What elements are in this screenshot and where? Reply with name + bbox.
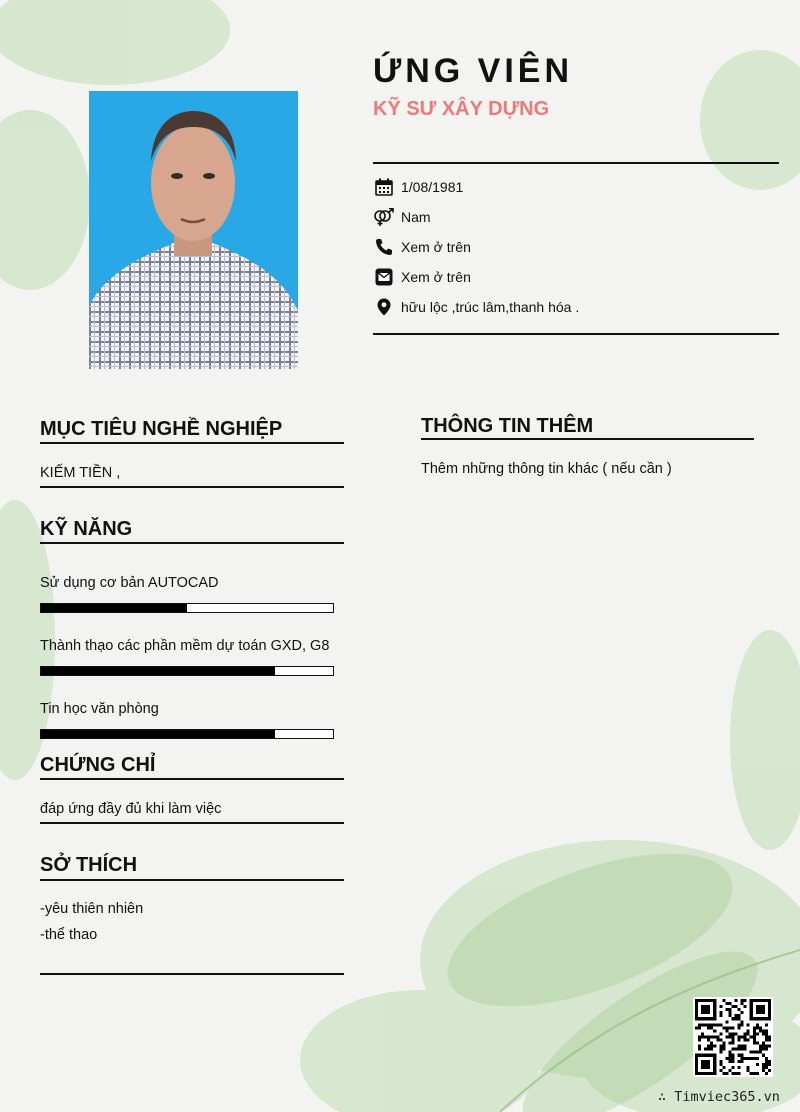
info-text: Xem ở trên	[401, 239, 471, 255]
skill-label: Thành thạo các phần mềm dự toán GXD, G8	[40, 638, 330, 654]
objective-divider-bottom	[40, 486, 344, 488]
hobbies-title: SỞ THÍCH	[40, 854, 138, 876]
skill-bar	[40, 603, 334, 613]
skills-divider	[40, 542, 344, 544]
info-text: Nam	[401, 209, 431, 225]
objective-title: MỤC TIÊU NGHỀ NGHIỆP	[40, 418, 283, 440]
skill-bar	[40, 666, 334, 676]
brand-watermark[interactable]: ∴ Timviec365.vn	[658, 1089, 780, 1105]
skill-bar-fill	[41, 667, 275, 675]
info-text: 1/08/1981	[401, 179, 464, 195]
skills-title: KỸ NĂNG	[40, 518, 133, 540]
location-pin-icon	[373, 296, 395, 318]
extra-info-title: THÔNG TIN THÊM	[421, 415, 594, 437]
skill-label: Sử dụng cơ bản AUTOCAD	[40, 575, 219, 591]
certificates-text: đáp ứng đầy đủ khi làm việc	[40, 801, 222, 817]
skill-bar-fill	[41, 730, 275, 738]
objective-text: KIẾM TIỀN ,	[40, 465, 121, 481]
skill-label: Tin học văn phòng	[40, 701, 159, 717]
hobbies-divider-bottom	[40, 973, 344, 975]
info-address	[373, 296, 579, 318]
email-icon	[373, 266, 395, 288]
info-phone	[373, 236, 471, 258]
calendar-icon	[373, 176, 395, 198]
gender-icon	[373, 206, 395, 228]
profile-photo	[89, 91, 298, 369]
info-birthdate	[373, 176, 463, 198]
certificates-divider	[40, 778, 344, 780]
hobbies-divider	[40, 879, 344, 881]
qr-code[interactable]	[693, 997, 773, 1077]
info-text: hữu lộc ,trúc lâm,thanh hóa .	[401, 299, 580, 315]
certificates-divider-bottom	[40, 822, 344, 824]
skill-bar-fill	[41, 604, 187, 612]
hobby-item: -thể thao	[40, 927, 98, 943]
info-text: Xem ở trên	[401, 269, 471, 285]
phone-icon	[373, 236, 395, 258]
extra-info-text: Thêm những thông tin khác ( nếu cần )	[421, 461, 672, 477]
header-divider-bottom	[373, 333, 779, 335]
objective-divider	[40, 442, 344, 444]
skill-bar	[40, 729, 334, 739]
candidate-name: ỨNG VIÊN	[373, 52, 574, 90]
info-email	[373, 266, 471, 288]
header-divider-top	[373, 162, 779, 164]
certificates-title: CHỨNG CHỈ	[40, 754, 156, 776]
info-gender	[373, 206, 431, 228]
hobby-item: -yêu thiên nhiên	[40, 901, 144, 917]
candidate-role: KỸ SƯ XÂY DỰNG	[373, 98, 550, 120]
extra-info-divider	[421, 438, 754, 440]
